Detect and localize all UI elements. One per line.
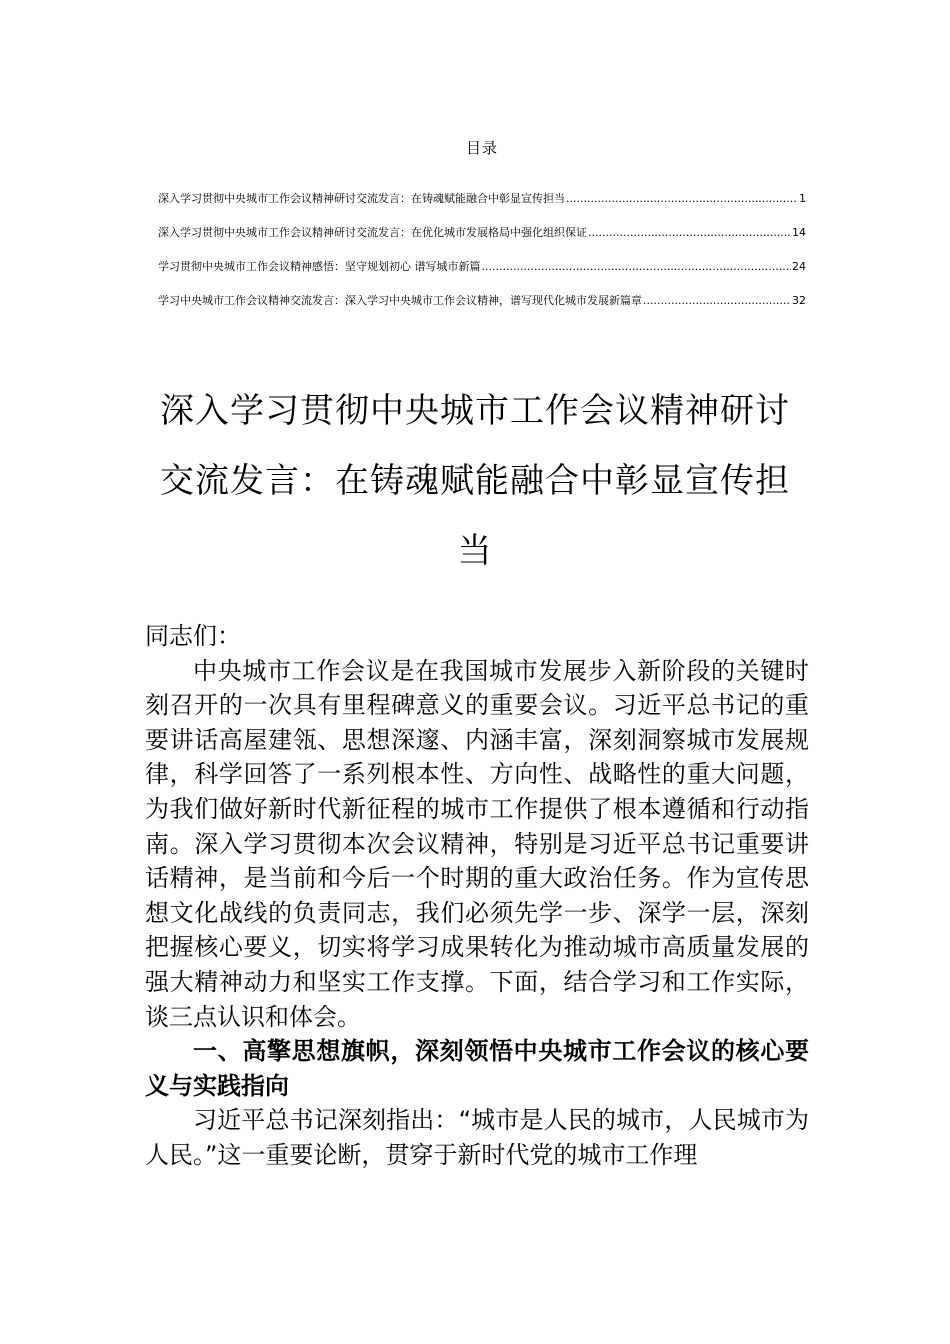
toc-entry-text: 深入学习贯彻中央城市工作会议精神研讨交流发言：在铸魂赋能融合中彰显宣传担当 xyxy=(158,192,565,205)
body-paragraph: 中央城市工作会议是在我国城市发展步入新阶段的关键时刻召开的一次具有里程碑意义的重要会议。习近平总书记的重要讲话高屋建瓴、思想深邃、内涵丰富，深刻洞察城市发展规律，科学回答了一系列根本性、方向性、战略性的重大问题，为我们做好新时代新征程的城市工作提供了根本遵循和行动指南。深入学习贯彻本次会议精神，特别是习近平总书记重要讲话精神，是当前和今后一个时期的重大政治任务。作为宣传思想文化战线的负责同志，我们必须先学一步、深学一层，深刻把握核心要义，切实将学习成果转化为推动城市高质量发展的强大精神动力和坚实工作支撑。下面，结合学习和工作实际，谈三点认识和体会。 xyxy=(145,656,809,1031)
salutation: 同志们： xyxy=(145,622,241,650)
document-title-line: 深入学习贯彻中央城市工作会议精神研讨 xyxy=(160,391,790,431)
toc-leader-dots xyxy=(482,260,792,274)
toc-leader-dots xyxy=(643,294,791,308)
toc-entry-text: 深入学习贯彻中央城市工作会议精神研讨交流发言：在优化城市发展格局中强化组织保证 xyxy=(158,226,587,239)
body-paragraph: 习近平总书记深刻指出：“城市是人民的城市，人民城市为人民。”这一重要论断，贯穿于新时代党的城市工作理 xyxy=(145,1106,809,1169)
toc-entry-page: 24 xyxy=(792,260,806,273)
toc-title: 目录 xyxy=(465,139,498,157)
document-title xyxy=(145,376,805,586)
toc-entry[interactable] xyxy=(158,206,806,240)
toc-entry-text: 学习中央城市工作会议精神交流发言：深入学习中央城市工作会议精神，谱写现代化城市发展新篇章 xyxy=(158,294,642,307)
section-heading: 一、高擎思想旗帜，深刻领悟中央城市工作会议的核心要义与实践指向 xyxy=(145,1037,809,1100)
toc-leader-dots xyxy=(566,192,798,206)
toc-entry-page: 14 xyxy=(792,226,806,239)
toc-entry[interactable] xyxy=(158,172,806,206)
toc-entry-page: 1 xyxy=(799,192,806,205)
table-of-contents xyxy=(158,138,806,308)
toc-entry[interactable] xyxy=(158,274,806,308)
toc-entry[interactable] xyxy=(158,240,806,274)
toc-entry-text: 学习贯彻中央城市工作会议精神感悟：坚守规划初心 谱写城市新篇 xyxy=(158,260,481,273)
document-body xyxy=(145,619,809,1173)
toc-leader-dots xyxy=(588,226,791,240)
toc-entry-page: 32 xyxy=(792,294,806,307)
document-title-line: 当 xyxy=(457,531,493,571)
document-title-line: 交流发言：在铸魂赋能融合中彰显宣传担 xyxy=(160,461,790,501)
